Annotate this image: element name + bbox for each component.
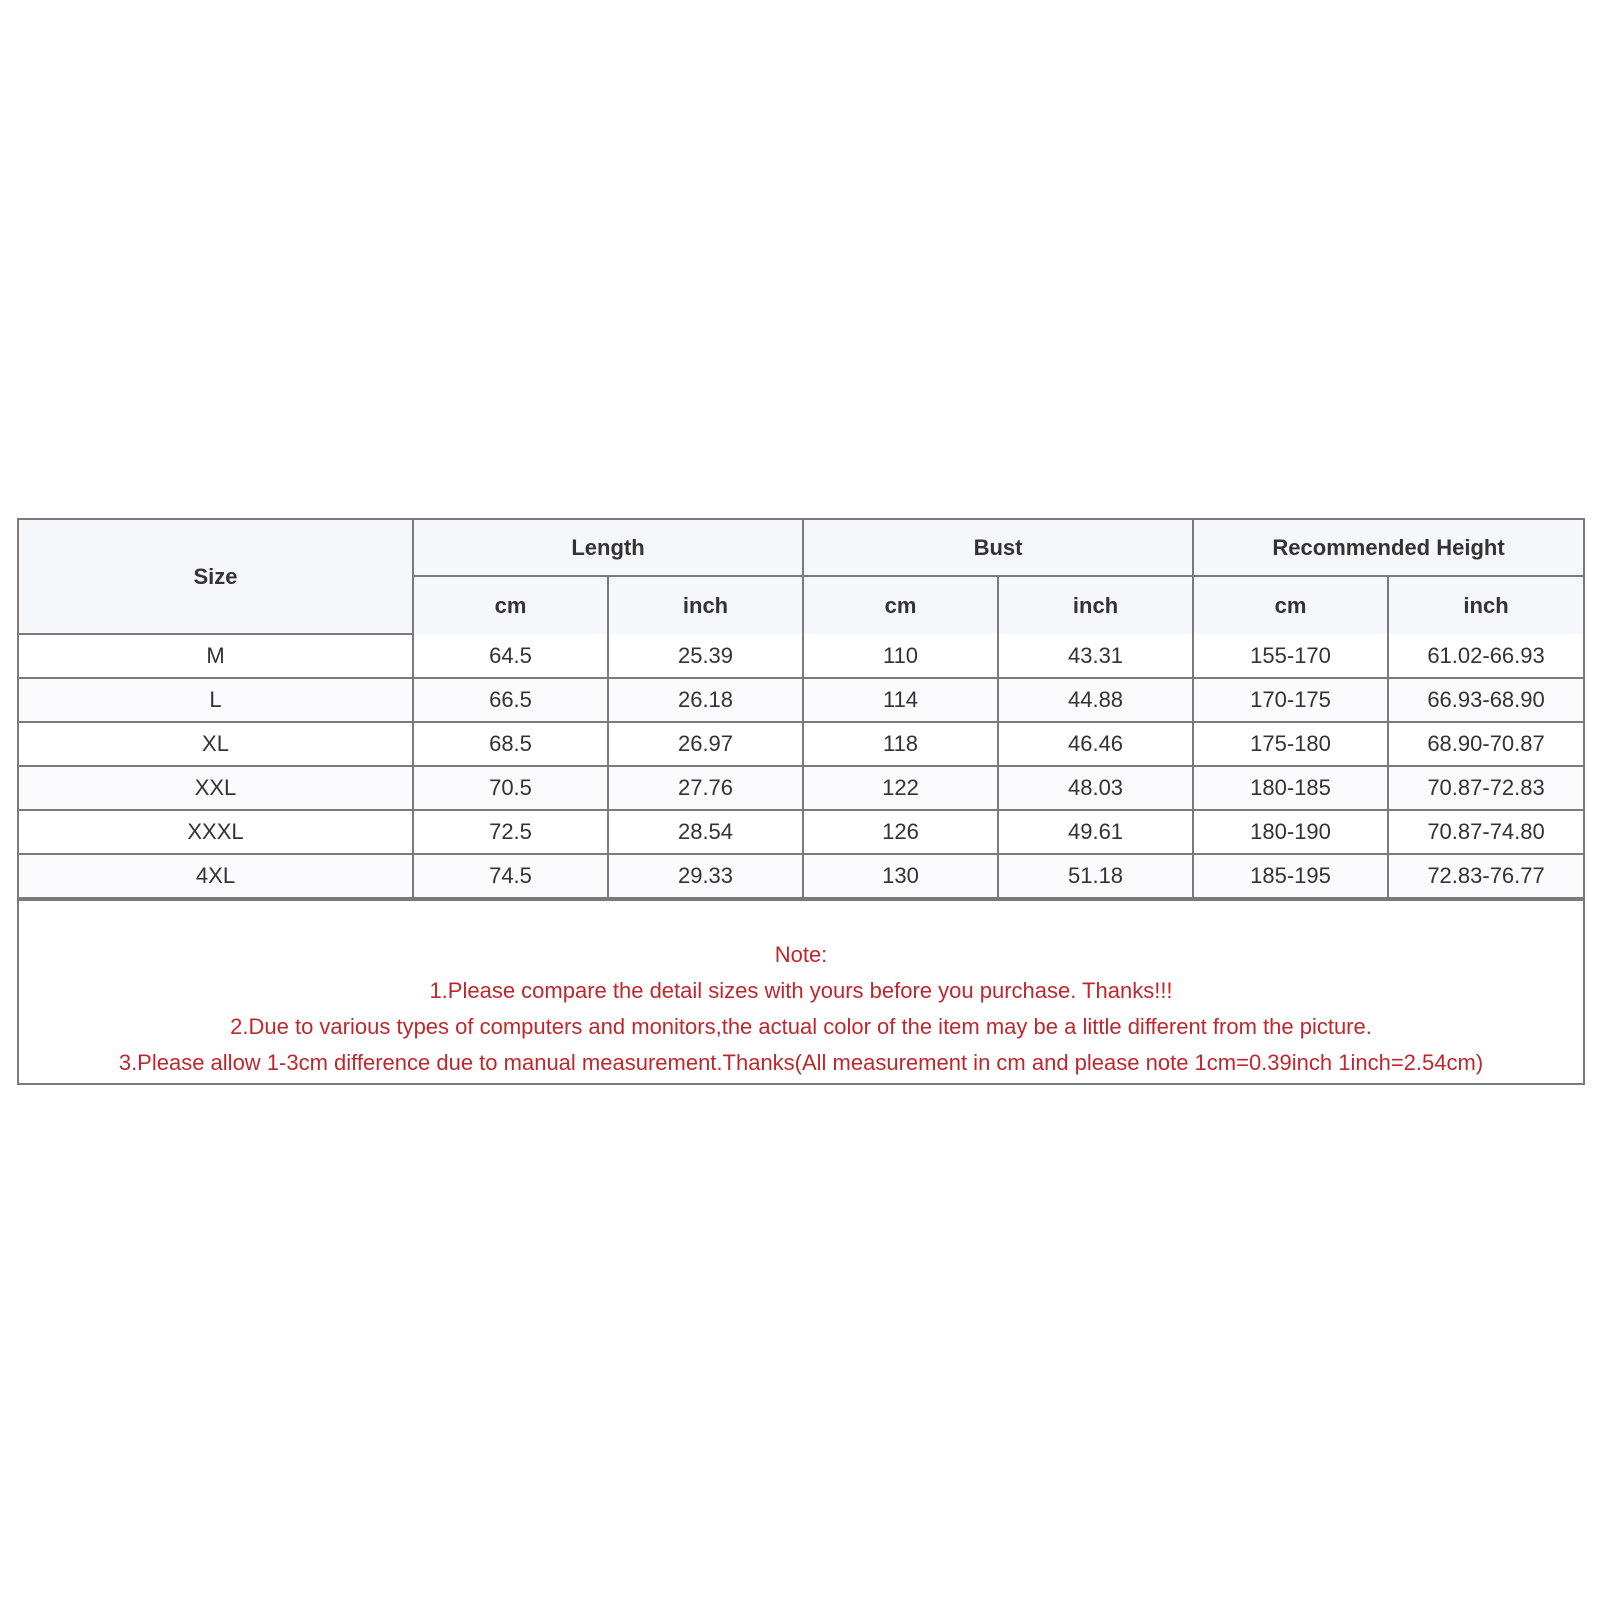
table-cell: 70.87-74.80 [1388,810,1583,854]
table-row [19,854,1583,898]
table-cell: 49.61 [998,810,1193,854]
header-bust: Bust [803,520,1193,576]
table-cell: 61.02-66.93 [1388,634,1583,678]
table-cell: 51.18 [998,854,1193,898]
table-cell: 43.31 [998,634,1193,678]
table-cell: 48.03 [998,766,1193,810]
note-title: Note: [774,942,828,967]
header-unit: cm [413,576,608,634]
table-cell: 72.83-76.77 [1388,854,1583,898]
table-cell: 44.88 [998,678,1193,722]
table-cell: 26.97 [608,722,803,766]
header-unit: inch [998,576,1193,634]
table-row [19,678,1583,722]
note-line: 2.Due to various types of computers and monitors,the actual color of the item may be a little different from the picture. [230,1014,1372,1039]
table-row [19,634,1583,678]
size-table [19,520,1583,899]
table-cell: 68.5 [413,722,608,766]
table-cell: 46.46 [998,722,1193,766]
table-cell: 110 [803,634,998,678]
table-cell: 68.90-70.87 [1388,722,1583,766]
table-cell: 118 [803,722,998,766]
table-cell: 170-175 [1193,678,1388,722]
table-cell: 25.39 [608,634,803,678]
table-cell-size: XXXL [19,810,413,854]
table-cell: 64.5 [413,634,608,678]
table-header [19,520,1583,634]
table-row [19,810,1583,854]
table-cell-size: L [19,678,413,722]
header-unit: cm [1193,576,1388,634]
header-unit: inch [608,576,803,634]
header-length: Length [413,520,803,576]
table-cell: 26.18 [608,678,803,722]
table-cell: 175-180 [1193,722,1388,766]
table-cell: 70.5 [413,766,608,810]
table-cell-size: XL [19,722,413,766]
table-cell: 72.5 [413,810,608,854]
table-cell: 74.5 [413,854,608,898]
table-cell: 66.5 [413,678,608,722]
size-chart [17,518,1585,1085]
table-cell: 130 [803,854,998,898]
header-size: Size [19,520,413,634]
table-cell: 126 [803,810,998,854]
table-cell: 114 [803,678,998,722]
header-unit: inch [1388,576,1583,634]
table-cell: 180-190 [1193,810,1388,854]
table-body [19,634,1583,898]
table-cell: 27.76 [608,766,803,810]
header-recommended-height: Recommended Height [1193,520,1583,576]
table-cell-size: XXL [19,766,413,810]
table-cell: 122 [803,766,998,810]
header-group-row [19,520,1583,576]
table-cell: 180-185 [1193,766,1388,810]
table-cell: 185-195 [1193,854,1388,898]
notes-section [19,899,1583,1083]
note-line: 3.Please allow 1-3cm difference due to manual measurement.Thanks(All measurement in cm and please note 1cm=0.39inch 1inch=2.54cm) [118,1050,1484,1075]
table-cell-size: M [19,634,413,678]
table-cell: 66.93-68.90 [1388,678,1583,722]
header-unit: cm [803,576,998,634]
table-cell: 70.87-72.83 [1388,766,1583,810]
table-cell-size: 4XL [19,854,413,898]
table-cell: 155-170 [1193,634,1388,678]
table-cell: 29.33 [608,854,803,898]
table-row [19,766,1583,810]
note-line: 1.Please compare the detail sizes with yours before you purchase. Thanks!!! [429,978,1173,1003]
table-row [19,722,1583,766]
table-cell: 28.54 [608,810,803,854]
